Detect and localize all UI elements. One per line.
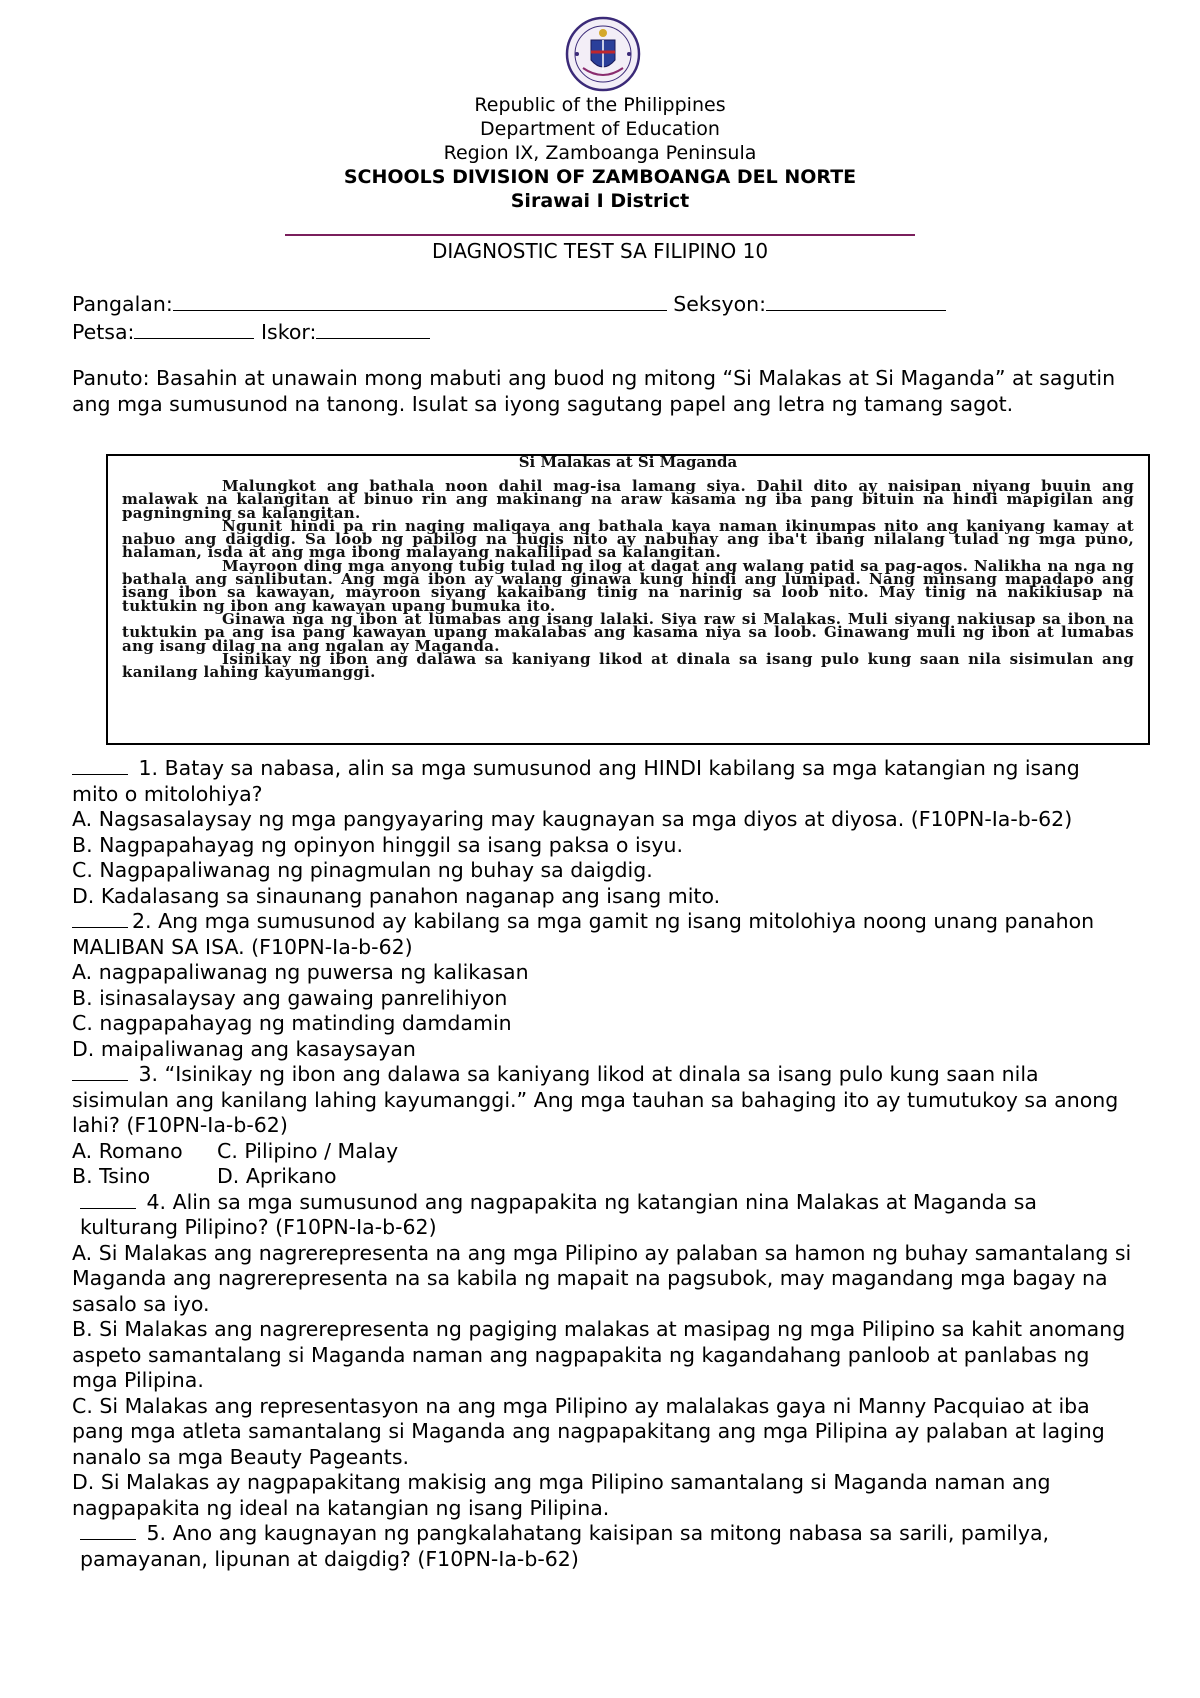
name-label: Pangalan: — [72, 292, 173, 316]
answer-blank[interactable] — [80, 1521, 136, 1540]
option: D. Si Malakas ay nagpapakitang makisig ang mga Pilipino samantalang si Maganda naman ang nagpapakita ng ideal na katangian ng isang Pilipina. — [72, 1470, 1051, 1520]
name-blank[interactable] — [173, 290, 667, 311]
question-text: 4. Alin sa mga sumusunod ang nagpapakita ng katangian nina Malakas at Maganda sa kulturang Pilipino? (F10PN-Ia-b-62) — [80, 1189, 1037, 1239]
answer-blank[interactable] — [72, 1062, 128, 1081]
date-score-row — [72, 318, 1132, 346]
story-paragraph: Malungkot ang bathala noon dahil mag-isa lamang siya. Dahil dito ay naisipan niyang buuin ang malawak na kalangitan at binuo rin ang makinang na araw kasama ng iba pang bituin na hindi mapigilan ang pagningning sa kalangitan. — [122, 477, 1134, 522]
question-text: 5. Ano ang kaugnayan ng pangkalahatang kaisipan sa mitong nabasa sa sarili, pamilya, pamayanan, lipunan at daigdig? (F10PN-Ia-b-62) — [80, 1521, 1050, 1571]
question-4 — [72, 1190, 1132, 1522]
option-row — [72, 1139, 1132, 1165]
date-label: Petsa: — [72, 319, 135, 344]
option: A. Nagsasalaysay ng mga pangyayaring may kaugnayan sa mga diyos at diyosa. (F10PN-Ia-b-62) — [72, 807, 1073, 831]
question-text: 3. “Isinikay ng ibon ang dalawa sa kaniyang likod at dinala sa isang pulo kung saan nila sisimulan ang kanilang lahing kayumanggi.” Ang mga tauhan sa bahaging ito ay tumutukoy sa anong lahi? (F10PN-Ia-b-62) — [72, 1062, 1119, 1137]
option: D. maipaliwanag ang kasaysayan — [72, 1036, 416, 1061]
deped-seal-icon — [565, 16, 641, 92]
section-label: Seksyon: — [673, 292, 767, 316]
option: A. Romano — [72, 1138, 183, 1163]
story-paragraph: Isinikay ng ibon ang dalawa sa kaniyang likod at dinala sa isang pulo kung saan nila sisimulan ang kanilang lahing kayumanggi. — [122, 649, 1134, 682]
name-row — [72, 290, 1132, 318]
question-5 — [72, 1521, 1132, 1572]
story-paragraph: Ginawa nga ng ibon at lumabas ang isang lalaki. Siya raw si Malakas. Muli siyang nakiusap sa ibon na tuktukin pa ang isa pang kawayan upang makalabas ang kasama niya sa loob. Ginawang muli ng ibon at lumabas ang isang dilag na ang ngalan ay Maganda. — [122, 609, 1134, 655]
header-divider — [285, 234, 915, 236]
instructions: Panuto: Basahin at unawain mong mabuti ang buod ng mitong “Si Malakas at Si Maganda” at sagutin ang mga sumusunod na tanong. Isulat sa iyong sagutang papel ang letra ng tamang sagot. — [72, 366, 1116, 416]
header-department: Department of Education — [480, 118, 720, 140]
question-3 — [72, 1062, 1132, 1190]
question-list — [72, 756, 1132, 1572]
header-district: Sirawai I District — [510, 190, 690, 212]
option: C. Pilipino / Malay — [217, 1138, 399, 1163]
option: D. Aprikano — [217, 1164, 337, 1188]
header-country: Republic of the Philippines — [474, 94, 726, 116]
answer-blank[interactable] — [80, 1190, 136, 1209]
option: B. Si Malakas ang nagrerepresenta ng pagiging malakas at masipag ng mga Pilipino sa kahit anomang aspeto samantalang si Maganda naman ang nagpapakita ng kagandahang panloob at panlabas ng mga Pilipina. — [72, 1317, 1126, 1392]
story-excerpt-box — [106, 454, 1150, 745]
question-text: 1. Batay sa nabasa, alin sa mga sumusunod ang HINDI kabilang sa mga katangian ng isang mito o mitolohiya? — [72, 756, 1080, 806]
answer-blank[interactable] — [72, 909, 128, 928]
option: C. nagpapahayag ng matinding damdamin — [72, 1011, 512, 1035]
story-paragraph: Mayroon ding mga anyong tubig tulad ng ilog at dagat ang walang patid sa pag-agos. Nalikha na nga ng bathala ang sanlibutan. Ang mga ibon ay walang ginawa kung hindi ang lumipad. Nang minsang mapadapo ang isang ibon sa kawayan, mayroon siyang kakaibang tinig na narinig sa loob nito. May tinig na nakikiusap na tuktukin ng ibon ang kawayan upang bumuka ito. — [122, 556, 1134, 615]
letterhead — [0, 93, 1200, 213]
option: C. Si Malakas ang representasyon na ang mga Pilipino ay malalakas gaya ni Manny Pacquiao at iba pang mga atleta samantalang si Maganda ang nagpapakitang ang mga Pilipina ay palaban at laging nanalo sa mga Beauty Pageants. — [72, 1393, 1105, 1469]
question-text: 2. Ang mga sumusunod ay kabilang sa mga gamit ng isang mitolohiya noong unang panahon MALIBAN SA ISA. (F10PN-Ia-b-62) — [72, 909, 1095, 959]
header-division: SCHOOLS DIVISION OF ZAMBOANGA DEL NORTE — [343, 166, 857, 188]
option: B. Tsino — [72, 1164, 151, 1188]
option: A. Si Malakas ang nagrerepresenta na ang mga Pilipino ay palaban sa hamon ng buhay samantalang si Maganda ang nagrerepresenta na sa kabila ng mapait na pagsubok, may magandang mga bagay na sasalo sa iyo. — [72, 1240, 1132, 1316]
option: D. Kadalasang sa sinaunang panahon naganap ang isang mito. — [72, 883, 721, 908]
score-label: Iskor: — [260, 319, 317, 344]
score-blank[interactable] — [316, 318, 430, 339]
option-row — [72, 1164, 1132, 1190]
question-2 — [72, 909, 1132, 1062]
option: B. Nagpapahayag ng opinyon hinggil sa isang paksa o isyu. — [72, 832, 683, 857]
section-blank[interactable] — [766, 290, 946, 311]
test-title: DIAGNOSTIC TEST SA FILIPINO 10 — [431, 239, 769, 263]
story-paragraph: Ngunit hindi pa rin naging maligaya ang bathala kaya naman ikinumpas nito ang kaniyang kamay at nabuo ang daigdig. Sa loob ng pabilog na hugis nito ay nabuhay ang iba't ibang nilalang tulad ng mga puno, halaman, isda at ang mga ibong malayang nakalilipad sa kalangitan. — [122, 516, 1134, 562]
answer-blank[interactable] — [72, 756, 128, 775]
option: A. nagpapaliwanag ng puwersa ng kalikasan — [72, 960, 529, 984]
option: B. isinasalaysay ang gawaing panrelihiyon — [72, 985, 508, 1010]
story-title: Si Malakas at Si Maganda — [518, 454, 738, 471]
date-blank[interactable] — [134, 318, 254, 339]
question-1 — [72, 756, 1132, 909]
header-region: Region IX, Zamboanga Peninsula — [443, 142, 757, 164]
student-fields — [72, 290, 1132, 345]
option: C. Nagpapaliwanag ng pinagmulan ng buhay sa daigdig. — [72, 858, 653, 882]
